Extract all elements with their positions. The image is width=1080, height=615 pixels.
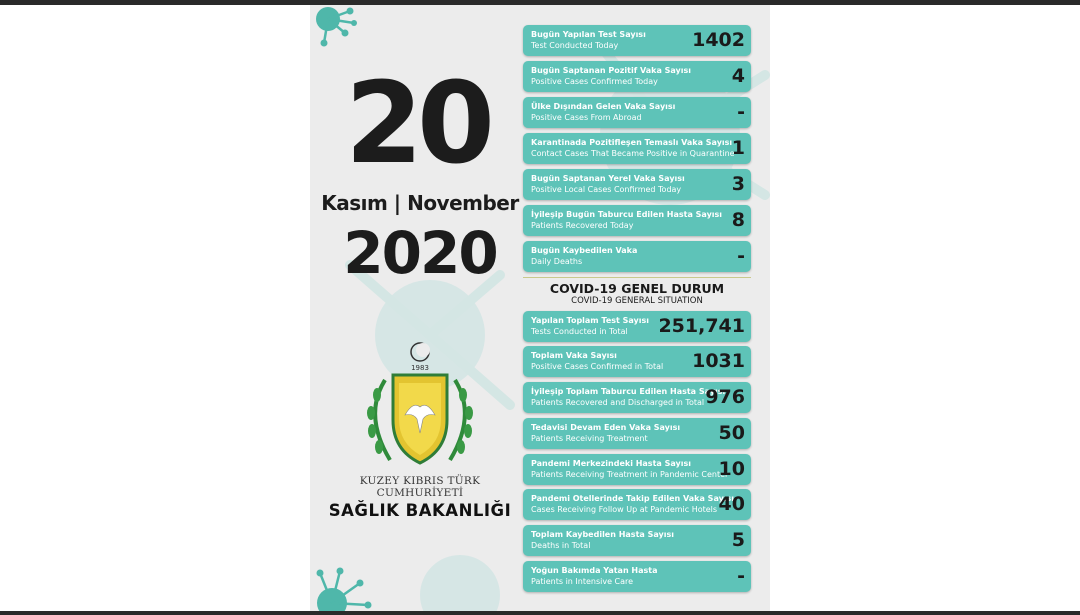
stat-label-tr: Toplam Kaybedilen Hasta Sayısı bbox=[531, 530, 674, 539]
stat-total-tests bbox=[523, 311, 751, 342]
stat-total-deaths bbox=[523, 525, 751, 556]
covid-report-poster bbox=[310, 5, 770, 611]
stat-value: 251,741 bbox=[658, 315, 745, 337]
stat-total-recovered bbox=[523, 382, 751, 413]
stat-deaths-today bbox=[523, 241, 751, 272]
government-name: KUZEY KIBRIS TÜRK CUMHURİYETİ bbox=[359, 475, 481, 499]
stat-local-cases bbox=[523, 169, 751, 200]
stat-value: - bbox=[737, 245, 745, 267]
svg-text:1983: 1983 bbox=[411, 364, 429, 372]
date-year: 2020 bbox=[343, 219, 497, 287]
stat-label-en: Patients Receiving Treatment bbox=[531, 434, 648, 443]
stat-label-en: Positive Cases Confirmed in Total bbox=[531, 362, 664, 371]
bottom-border bbox=[0, 611, 1080, 615]
stat-value: 3 bbox=[731, 173, 745, 195]
stat-positive-today bbox=[523, 61, 751, 92]
stat-label-tr: Yoğun Bakımda Yatan Hasta bbox=[531, 566, 658, 575]
stat-label-en: Positive Cases From Abroad bbox=[531, 113, 642, 122]
stat-label-tr: Ülke Dışından Gelen Vaka Sayısı bbox=[531, 102, 676, 111]
stat-quarantine-contacts bbox=[523, 133, 751, 164]
general-subtitle: COVID-19 GENERAL SITUATION bbox=[571, 296, 703, 306]
stat-value: 976 bbox=[705, 386, 745, 408]
stat-cases-abroad bbox=[523, 97, 751, 128]
general-title: COVID-19 GENEL DURUM bbox=[549, 281, 725, 296]
stat-value: 5 bbox=[731, 529, 745, 551]
stat-value: 50 bbox=[718, 422, 745, 444]
stat-label-en: Test Conducted Today bbox=[531, 41, 619, 50]
stat-intensive-care bbox=[523, 561, 751, 592]
stat-recovered-today bbox=[523, 205, 751, 236]
report-date bbox=[320, 59, 520, 287]
stat-receiving-treatment bbox=[523, 418, 751, 449]
stat-label-tr: İyileşip Toplam Taburcu Edilen Hasta Sayısı bbox=[531, 387, 726, 396]
stat-label-en: Patients in Intensive Care bbox=[531, 577, 634, 586]
stat-label-tr: Bugün Saptanan Pozitif Vaka Sayısı bbox=[531, 66, 691, 75]
stat-total-cases bbox=[523, 346, 751, 377]
stat-label-tr: Bugün Yapılan Test Sayısı bbox=[531, 30, 646, 39]
stat-label-en: Patients Recovered Today bbox=[531, 221, 634, 230]
stat-label-en: Daily Deaths bbox=[531, 257, 583, 266]
stat-label-tr: Pandemi Merkezindeki Hasta Sayısı bbox=[531, 459, 691, 468]
stat-label-tr: Bugün Kaybedilen Vaka bbox=[531, 246, 638, 255]
virus-top-left-icon bbox=[310, 5, 365, 50]
stat-value: 8 bbox=[731, 209, 745, 231]
stat-pandemic-hotels bbox=[523, 489, 751, 520]
stat-label-en: Positive Local Cases Confirmed Today bbox=[531, 185, 682, 194]
stat-label-tr: Karantinada Pozitifleşen Temaslı Vaka Sayısı bbox=[531, 138, 733, 147]
ministry-block bbox=[320, 475, 520, 520]
stat-label-tr: Bugün Saptanan Yerel Vaka Sayısı bbox=[531, 174, 685, 183]
stat-value: 10 bbox=[718, 458, 745, 480]
stat-label-tr: Yapılan Toplam Test Sayısı bbox=[531, 316, 649, 325]
stat-tests-today bbox=[523, 25, 751, 56]
ministry-name: SAĞLIK BAKANLIĞI bbox=[328, 501, 512, 520]
stat-label-en: Deaths in Total bbox=[531, 541, 591, 550]
stat-label-en: Patients Receiving Treatment in Pandemic Center bbox=[531, 470, 729, 479]
stat-value: - bbox=[737, 565, 745, 587]
stat-value: 4 bbox=[731, 65, 745, 87]
trnc-emblem-icon bbox=[355, 335, 485, 475]
stat-value: 1031 bbox=[692, 350, 745, 372]
stat-label-en: Tests Conducted in Total bbox=[531, 327, 628, 336]
stat-label-tr: İyileşip Bugün Taburcu Edilen Hasta Sayısı bbox=[531, 210, 723, 219]
stat-label-tr: Pandemi Otellerinde Takip Edilen Vaka Sayısı bbox=[531, 494, 735, 503]
virus-bottom-left-icon bbox=[310, 565, 375, 611]
stat-value: 40 bbox=[718, 493, 745, 515]
date-day: 20 bbox=[345, 59, 489, 189]
stat-pandemic-center bbox=[523, 454, 751, 485]
stat-label-tr: Toplam Vaka Sayısı bbox=[531, 351, 617, 360]
stat-label-en: Contact Cases That Became Positive in Quarantine bbox=[531, 149, 735, 158]
stat-label-en: Patients Recovered and Discharged in Total bbox=[531, 398, 705, 407]
stat-label-en: Positive Cases Confirmed Today bbox=[531, 77, 658, 86]
stat-value: 1 bbox=[731, 137, 745, 159]
stat-label-en: Cases Receiving Follow Up at Pandemic Hotels bbox=[531, 505, 718, 514]
date-month: Kasım | November bbox=[321, 191, 519, 215]
stat-value: 1402 bbox=[692, 29, 745, 51]
stat-value: - bbox=[737, 101, 745, 123]
section-divider bbox=[523, 277, 751, 278]
general-situation-header bbox=[523, 281, 751, 307]
stat-label-tr: Tedavisi Devam Eden Vaka Sayısı bbox=[531, 423, 681, 432]
